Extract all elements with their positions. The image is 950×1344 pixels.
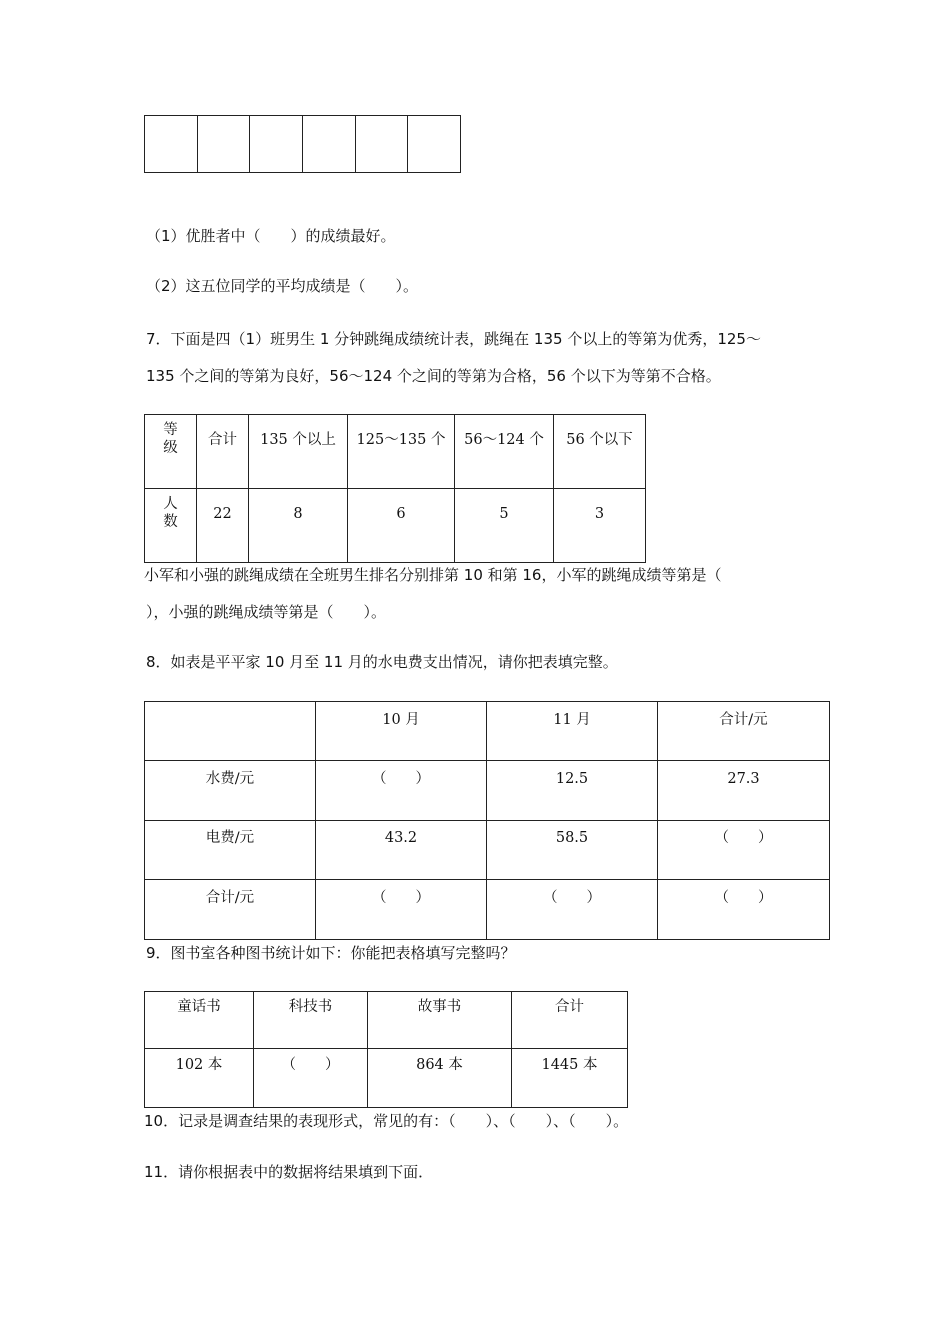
answer-box — [250, 116, 303, 173]
q7-header-56-124: 56～124 个 — [455, 415, 554, 489]
q10-text: 10．记录是调查结果的表现形式，常见的有：（ ）、（ ）、（ ）。 — [144, 1112, 629, 1130]
q7-table — [144, 414, 646, 563]
q8-water-label: 水费/元 — [145, 761, 316, 821]
q7-header-125-135: 125～135 个 — [348, 415, 455, 489]
q9-cell-total: 1445 本 — [512, 1049, 628, 1108]
q8-sum-total: （ ） — [658, 880, 830, 940]
q8-table — [144, 701, 830, 940]
q7-after2: ），小强的跳绳成绩等第是（ ）。 — [146, 603, 387, 621]
q8-text: 8．如表是平平家 10 月至 11 月的水电费支出情况，请你把表填完整。 — [146, 653, 618, 671]
q7-cell-under56: 3 — [554, 489, 646, 563]
q9-text: 9．图书室各种图书统计如下：你能把表格填写完整吗？ — [146, 944, 516, 962]
q7-after1: 小军和小强的跳绳成绩在全班男生排名分别排第 10 和第 16，小军的跳绳成绩等第是（ — [144, 566, 722, 584]
q7-cell-total: 22 — [197, 489, 249, 563]
q8-elec-oct: 43.2 — [316, 821, 487, 880]
q7-cell-125-135: 6 — [348, 489, 455, 563]
answer-box — [302, 116, 355, 173]
q8-elec-label: 电费/元 — [145, 821, 316, 880]
q8-water-nov: 12.5 — [487, 761, 658, 821]
q11-text: 11．请你根据表中的数据将结果填到下面． — [144, 1163, 434, 1181]
q9-header-science: 科技书 — [254, 992, 368, 1049]
q7-header-under56: 56 个以下 — [554, 415, 646, 489]
q7-line1: 7．下面是四（1）班男生 1 分钟跳绳成绩统计表，跳绳在 135 个以上的等第为优秀，125～ — [146, 330, 761, 348]
q8-water-oct: （ ） — [316, 761, 487, 821]
q9-cell-science: （ ） — [254, 1049, 368, 1108]
q7-header-over135: 135 个以上 — [249, 415, 348, 489]
q7-header-total: 合计 — [197, 415, 249, 489]
q8-sum-oct: （ ） — [316, 880, 487, 940]
q9-header-fairytale: 童话书 — [145, 992, 254, 1049]
answer-box — [408, 116, 461, 173]
q7-line2: 135 个之间的等第为良好，56～124 个之间的等第为合格，56 个以下为等第不合格。 — [146, 367, 721, 385]
q6-sub1: （1）优胜者中（ ）的成绩最好。 — [146, 227, 396, 245]
q8-elec-total: （ ） — [658, 821, 830, 880]
q8-header-nov: 11 月 — [487, 702, 658, 761]
q8-header-oct: 10 月 — [316, 702, 487, 761]
q7-cell-over135: 8 — [249, 489, 348, 563]
q9-table — [144, 991, 628, 1108]
q7-row-label: 人数 — [163, 496, 178, 530]
q8-elec-nov: 58.5 — [487, 821, 658, 880]
q9-cell-fairytale: 102 本 — [145, 1049, 254, 1108]
q8-header-total: 合计/元 — [658, 702, 830, 761]
q7-cell-56-124: 5 — [455, 489, 554, 563]
q6-sub2: （2）这五位同学的平均成绩是（ ）。 — [146, 277, 419, 295]
answer-boxes — [144, 115, 461, 173]
q9-cell-story: 864 本 — [368, 1049, 512, 1108]
q7-header-level: 等级 — [163, 422, 178, 456]
answer-box — [197, 116, 250, 173]
answer-box — [355, 116, 408, 173]
q9-header-story: 故事书 — [368, 992, 512, 1049]
q9-header-total: 合计 — [512, 992, 628, 1049]
answer-box — [145, 116, 198, 173]
q8-header-blank — [145, 702, 316, 761]
q8-water-total: 27.3 — [658, 761, 830, 821]
q8-sum-nov: （ ） — [487, 880, 658, 940]
q8-sum-label: 合计/元 — [145, 880, 316, 940]
